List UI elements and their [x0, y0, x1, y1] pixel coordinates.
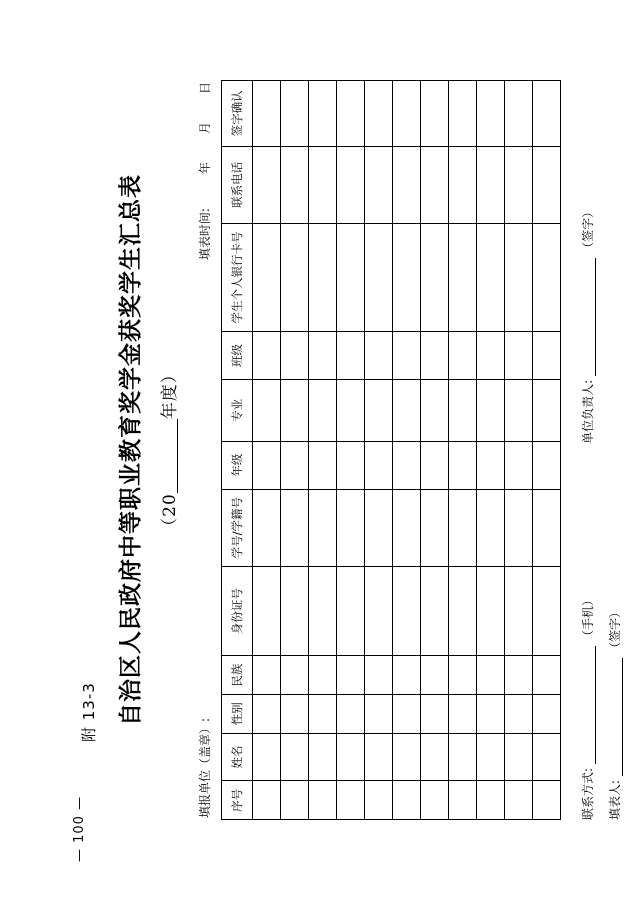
- cell-major[interactable]: [421, 379, 449, 441]
- cell-gender[interactable]: [365, 694, 393, 733]
- cell-phone[interactable]: [365, 146, 393, 223]
- cell-grade[interactable]: [533, 441, 561, 489]
- table-row[interactable]: [393, 81, 421, 820]
- form-footer: [579, 80, 623, 820]
- year-blank[interactable]: [160, 419, 178, 493]
- cell-gender[interactable]: [309, 694, 337, 733]
- column-header-phone: 联系电话: [222, 146, 253, 223]
- cell-class[interactable]: [337, 332, 365, 380]
- cell-phone[interactable]: [309, 146, 337, 223]
- cell-index[interactable]: [281, 781, 309, 820]
- cell-bank-card[interactable]: [281, 223, 309, 331]
- cell-gender[interactable]: [477, 694, 505, 733]
- cell-signature[interactable]: [253, 81, 281, 147]
- cell-id-number[interactable]: [253, 566, 281, 656]
- cell-ethnicity[interactable]: [281, 656, 309, 695]
- cell-student-number[interactable]: [365, 489, 393, 566]
- cell-signature[interactable]: [309, 81, 337, 147]
- cell-gender[interactable]: [253, 694, 281, 733]
- cell-bank-card[interactable]: [533, 223, 561, 331]
- column-header-ethnicity: 民族: [222, 656, 253, 695]
- cell-phone[interactable]: [281, 146, 309, 223]
- cell-major[interactable]: [393, 379, 421, 441]
- cell-id-number[interactable]: [533, 566, 561, 656]
- cell-bank-card[interactable]: [393, 223, 421, 331]
- cell-bank-card[interactable]: [337, 223, 365, 331]
- cell-index[interactable]: [393, 781, 421, 820]
- cell-grade[interactable]: [365, 441, 393, 489]
- document-body: [110, 80, 622, 820]
- cell-index[interactable]: [365, 781, 393, 820]
- cell-signature[interactable]: [477, 81, 505, 147]
- contact-line: [579, 80, 596, 820]
- cell-index[interactable]: [337, 781, 365, 820]
- fill-date-label: 填表时间:: [198, 208, 212, 261]
- contact-input[interactable]: [582, 646, 596, 764]
- cell-bank-card[interactable]: [449, 223, 477, 331]
- cell-major[interactable]: [337, 379, 365, 441]
- page-number: — 100 —: [72, 795, 87, 862]
- cell-major[interactable]: [309, 379, 337, 441]
- column-header-index: 序号: [222, 781, 253, 820]
- contact-note: （手机）: [581, 593, 595, 642]
- cell-grade[interactable]: [281, 441, 309, 489]
- contact-label: 联系方式:: [581, 767, 595, 820]
- cell-student-number[interactable]: [505, 489, 533, 566]
- unit-leader-note: （签字）: [581, 205, 595, 254]
- column-header-bank-card: 学生个人银行卡号: [222, 223, 253, 331]
- cell-name[interactable]: [253, 733, 281, 781]
- cell-grade[interactable]: [309, 441, 337, 489]
- page-title: 自治区人民政府中等职业教育奖学金获奖学生汇总表: [117, 174, 144, 726]
- cell-bank-card[interactable]: [365, 223, 393, 331]
- cell-ethnicity[interactable]: [365, 656, 393, 695]
- cell-gender[interactable]: [533, 694, 561, 733]
- cell-student-number[interactable]: [421, 489, 449, 566]
- cell-class[interactable]: [505, 332, 533, 380]
- cell-phone[interactable]: [393, 146, 421, 223]
- column-header-student-number: 学号/学籍号: [222, 489, 253, 566]
- cell-bank-card[interactable]: [505, 223, 533, 331]
- column-header-major: 专业: [222, 379, 253, 441]
- cell-id-number[interactable]: [337, 566, 365, 656]
- cell-grade[interactable]: [421, 441, 449, 489]
- cell-student-number[interactable]: [449, 489, 477, 566]
- cell-grade[interactable]: [393, 441, 421, 489]
- cell-major[interactable]: [533, 379, 561, 441]
- filler-input[interactable]: [609, 658, 623, 776]
- cell-name[interactable]: [449, 733, 477, 781]
- cell-grade[interactable]: [477, 441, 505, 489]
- table-row[interactable]: [309, 81, 337, 820]
- cell-id-number[interactable]: [393, 566, 421, 656]
- cell-student-number[interactable]: [337, 489, 365, 566]
- column-header-gender: 性别: [222, 694, 253, 733]
- cell-student-number[interactable]: [281, 489, 309, 566]
- table-row[interactable]: [477, 81, 505, 820]
- cell-index[interactable]: [253, 781, 281, 820]
- cell-index[interactable]: [477, 781, 505, 820]
- table-row[interactable]: [253, 81, 281, 820]
- filler-label: 填表人:: [608, 779, 622, 820]
- fill-date-month: 月: [198, 122, 212, 135]
- cell-class[interactable]: [477, 332, 505, 380]
- table-row[interactable]: [337, 81, 365, 820]
- cell-name[interactable]: [505, 733, 533, 781]
- cell-signature[interactable]: [449, 81, 477, 147]
- cell-ethnicity[interactable]: [309, 656, 337, 695]
- cell-student-number[interactable]: [477, 489, 505, 566]
- cell-student-number[interactable]: [533, 489, 561, 566]
- cell-name[interactable]: [365, 733, 393, 781]
- table-row[interactable]: [533, 81, 561, 820]
- cell-id-number[interactable]: [421, 566, 449, 656]
- cell-bank-card[interactable]: [309, 223, 337, 331]
- cell-major[interactable]: [477, 379, 505, 441]
- column-header-grade: 年级: [222, 441, 253, 489]
- cell-ethnicity[interactable]: [449, 656, 477, 695]
- cell-name[interactable]: [533, 733, 561, 781]
- cell-index[interactable]: [533, 781, 561, 820]
- cell-ethnicity[interactable]: [477, 656, 505, 695]
- cell-name[interactable]: [309, 733, 337, 781]
- reporting-unit-field[interactable]: [196, 598, 213, 818]
- cell-ethnicity[interactable]: [533, 656, 561, 695]
- cell-class[interactable]: [449, 332, 477, 380]
- column-header-signature: 签字确认: [222, 81, 253, 147]
- subtitle-prefix: （20: [160, 493, 180, 535]
- cell-phone[interactable]: [477, 146, 505, 223]
- cell-phone[interactable]: [449, 146, 477, 223]
- cell-bank-card[interactable]: [477, 223, 505, 331]
- cell-signature[interactable]: [365, 81, 393, 147]
- cell-gender[interactable]: [505, 694, 533, 733]
- cell-bank-card[interactable]: [421, 223, 449, 331]
- cell-signature[interactable]: [533, 81, 561, 147]
- subtitle-suffix: 年度）: [160, 365, 180, 420]
- cell-grade[interactable]: [253, 441, 281, 489]
- column-header-name: 姓名: [222, 733, 253, 781]
- table-row[interactable]: [449, 81, 477, 820]
- cell-major[interactable]: [365, 379, 393, 441]
- table-row[interactable]: [421, 81, 449, 820]
- cell-signature[interactable]: [421, 81, 449, 147]
- cell-phone[interactable]: [533, 146, 561, 223]
- column-header-id-number: 身份证号: [222, 566, 253, 656]
- cell-class[interactable]: [393, 332, 421, 380]
- cell-phone[interactable]: [505, 146, 533, 223]
- cell-id-number[interactable]: [309, 566, 337, 656]
- cell-major[interactable]: [253, 379, 281, 441]
- table-row[interactable]: [281, 81, 309, 820]
- filler-line: [606, 80, 623, 820]
- cell-ethnicity[interactable]: [253, 656, 281, 695]
- cell-gender[interactable]: [281, 694, 309, 733]
- fill-date-day: 日: [198, 82, 212, 95]
- meta-row: [196, 80, 213, 820]
- cell-class[interactable]: [421, 332, 449, 380]
- cell-index[interactable]: [505, 781, 533, 820]
- unit-leader-input[interactable]: [582, 258, 596, 376]
- fill-date-year: 年: [198, 162, 212, 175]
- cell-index[interactable]: [309, 781, 337, 820]
- reporting-unit-label: 填报单位（盖章）:: [198, 717, 212, 818]
- cell-name[interactable]: [393, 733, 421, 781]
- cell-ethnicity[interactable]: [421, 656, 449, 695]
- cell-class[interactable]: [309, 332, 337, 380]
- cell-ethnicity[interactable]: [337, 656, 365, 695]
- cell-class[interactable]: [365, 332, 393, 380]
- cell-gender[interactable]: [449, 694, 477, 733]
- cell-bank-card[interactable]: [253, 223, 281, 331]
- cell-name[interactable]: [337, 733, 365, 781]
- cell-student-number[interactable]: [309, 489, 337, 566]
- cell-major[interactable]: [505, 379, 533, 441]
- filler-note: （签字）: [608, 605, 622, 654]
- cell-id-number[interactable]: [477, 566, 505, 656]
- cell-gender[interactable]: [421, 694, 449, 733]
- cell-class[interactable]: [253, 332, 281, 380]
- cell-phone[interactable]: [337, 146, 365, 223]
- cell-index[interactable]: [421, 781, 449, 820]
- cell-student-number[interactable]: [253, 489, 281, 566]
- cell-ethnicity[interactable]: [393, 656, 421, 695]
- attachment-label: 附 13-3: [80, 682, 98, 742]
- document-subtitle: [155, 80, 180, 820]
- fill-date-field[interactable]: [196, 82, 213, 260]
- cell-phone[interactable]: [421, 146, 449, 223]
- table-row[interactable]: [365, 81, 393, 820]
- cell-name[interactable]: [477, 733, 505, 781]
- cell-index[interactable]: [449, 781, 477, 820]
- cell-grade[interactable]: [505, 441, 533, 489]
- cell-signature[interactable]: [505, 81, 533, 147]
- cell-id-number[interactable]: [281, 566, 309, 656]
- column-header-class: 班级: [222, 332, 253, 380]
- cell-grade[interactable]: [449, 441, 477, 489]
- cell-major[interactable]: [281, 379, 309, 441]
- cell-major[interactable]: [449, 379, 477, 441]
- cell-id-number[interactable]: [505, 566, 533, 656]
- cell-class[interactable]: [533, 332, 561, 380]
- cell-class[interactable]: [281, 332, 309, 380]
- cell-gender[interactable]: [393, 694, 421, 733]
- cell-name[interactable]: [281, 733, 309, 781]
- cell-student-number[interactable]: [393, 489, 421, 566]
- cell-signature[interactable]: [337, 81, 365, 147]
- student-summary-table: [221, 80, 561, 820]
- table-row[interactable]: [505, 81, 533, 820]
- unit-leader-label: 单位负责人:: [581, 379, 595, 444]
- cell-ethnicity[interactable]: [505, 656, 533, 695]
- table-header-row: [222, 81, 253, 820]
- cell-signature[interactable]: [281, 81, 309, 147]
- cell-id-number[interactable]: [449, 566, 477, 656]
- cell-gender[interactable]: [337, 694, 365, 733]
- cell-signature[interactable]: [393, 81, 421, 147]
- cell-name[interactable]: [421, 733, 449, 781]
- cell-id-number[interactable]: [365, 566, 393, 656]
- cell-phone[interactable]: [253, 146, 281, 223]
- cell-grade[interactable]: [337, 441, 365, 489]
